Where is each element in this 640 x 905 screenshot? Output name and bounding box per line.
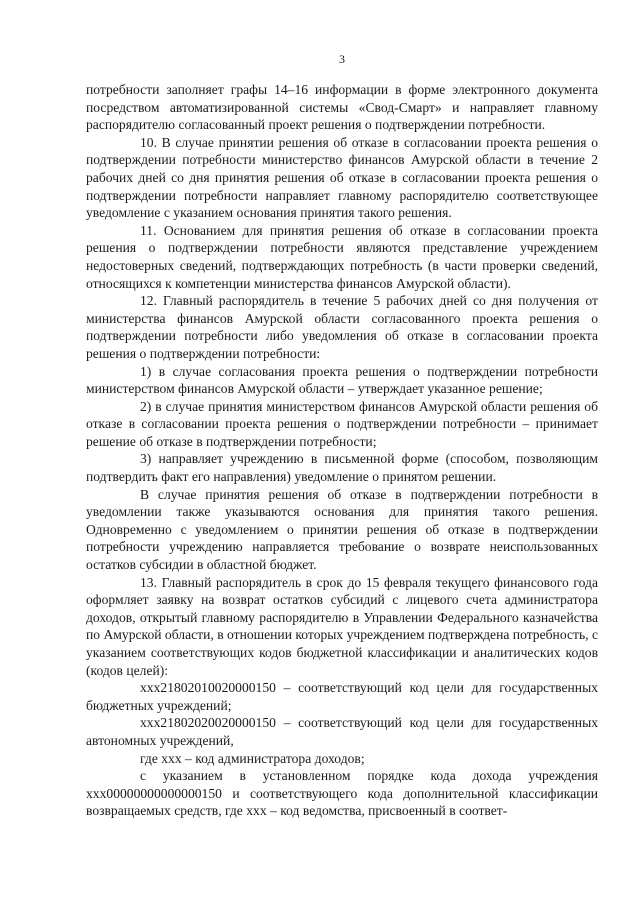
document-body [86,81,598,820]
paragraph: 13. Главный распорядитель в срок до 15 февраля текущего финансового года оформляет заявку на возврат остатков субсидий с лицевого счета администратора доходов, открытый главному распорядителю в Управлении Федерального казначейства по Амурской области, в отношении которых учреждением подтверждена потребность, с указанием соответствующих кодов бюджетной классификации и аналитических кодов (кодов целей): [86,574,598,678]
paragraph: 2) в случае принятия министерством финансов Амурской области решения об отказе в согласовании проекта решения о подтверждении потребности – принимает решение об отказе в подтверждении потребности; [86,398,598,449]
paragraph: 11. Основанием для принятия решения об отказе в согласовании проекта решения о подтверждении потребности являются представление учреждением недостоверных сведений, подтверждающих потребность (в части проверки сведений, относящихся к компетенции министерства финансов Амурской области). [86,222,598,291]
paragraph: ххх21802020020000150 – соответствующий код цели для государственных автономных учреждений, [86,715,598,748]
paragraph: В случае принятия решения об отказе в подтверждении потребности в уведомлении также указываются основания для принятия такого решения. Одновременно с уведомлением о принятии решения об отказе в подтверждении потребности учреждению направляется требование о возврате неиспользованных остатков субсидии в областной бюджет. [86,486,598,573]
paragraph: 1) в случае согласования проекта решения о подтверждении потребности министерством финансов Амурской области – утверждает указанное решение; [86,363,598,397]
page-number: 3 [339,52,345,66]
paragraph: 3) направляет учреждению в письменной форме (способом, позволяющим подтвердить факт его направления) уведомление о принятом решении. [86,451,598,485]
paragraph: где ххх – код администратора доходов; [140,750,365,766]
paragraph: с указанием в установленном порядке кода дохода учреждения ххх00000000000000150 и соответствующего кода дополнительной классификации возвращаемых средств, где ххх – код ведомства, присвоенный в соответ- [86,768,598,819]
paragraph: 10. В случае принятии решения об отказе в согласовании проекта решения о подтверждении потребности министерство финансов Амурской области в течение 2 рабочих дней со дня принятия решения об отказе в согласовании проекта решения о подтверждении потребности направляет главному распорядителю соответствующее уведомление с указанием основания принятия такого решения. [86,134,598,221]
paragraph: 12. Главный распорядитель в течение 5 рабочих дней со дня получения от министерства финансов Амурской области согласованного проекта решения о подтверждении потребности либо уведомления об отказе в согласовании проекта решения о подтверждении потребности: [86,293,598,361]
paragraph: потребности заполняет графы 14–16 информации в форме электронного документа посредством автоматизированной системы «Свод-Смарт» и направляет главному распорядителю согласованный проект решения о подтверждении потребности. [86,82,598,133]
paragraph: ххх21802010020000150 – соответствующий код цели для государственных бюджетных учреждений; [86,680,598,713]
